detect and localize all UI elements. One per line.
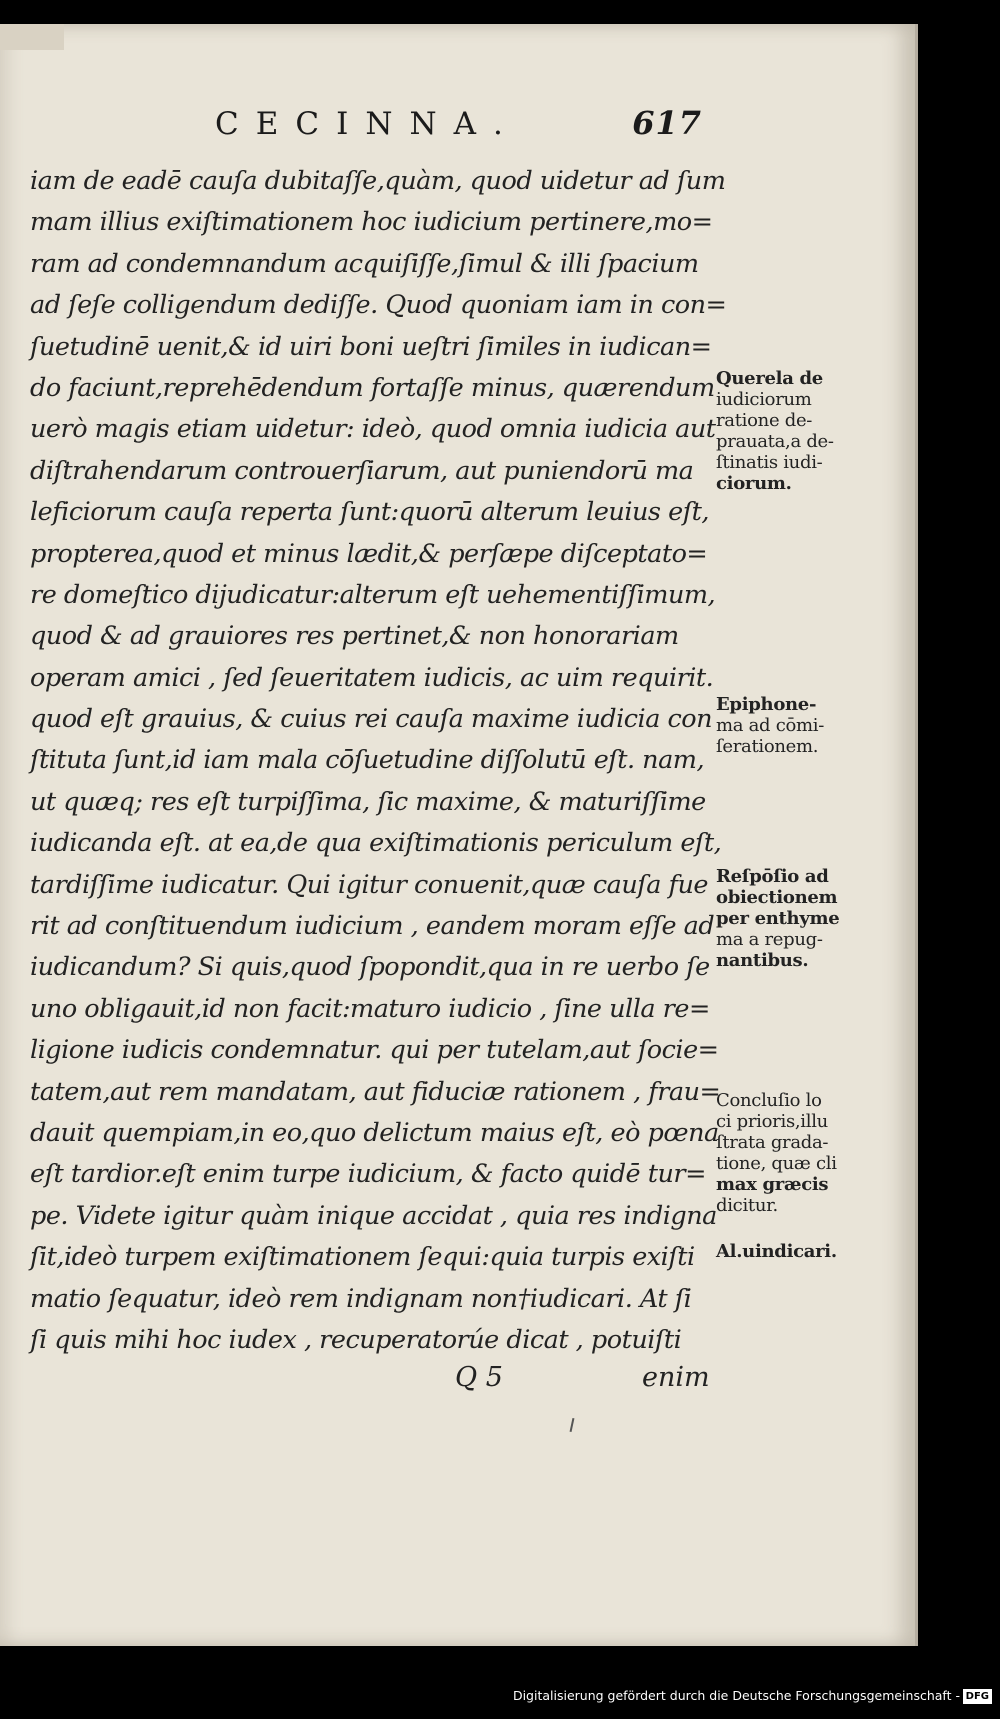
- footer-credit-text: Digitalisierung gefördert durch die Deutsche Forschungsgemeinschaft -: [512, 1688, 960, 1703]
- note-line: Epiphone-: [716, 694, 817, 715]
- book-page: [0, 24, 918, 1646]
- note-line: per enthyme: [716, 908, 840, 929]
- body-text: [30, 161, 727, 1361]
- running-title: CECINNA.: [215, 106, 520, 142]
- text-line: dauit quempiam,in eo,quo delictum maius eſt, eò pœna: [30, 1117, 719, 1148]
- text-line: tatem,aut rem mandatam, aut fiduciæ rationem , frau=: [30, 1076, 721, 1107]
- marginal-note-responsio: [716, 866, 876, 971]
- note-line: prauata,a de-: [716, 431, 834, 452]
- note-line: Reſpōſio ad: [716, 866, 829, 887]
- text-line: diſtrahendarum controuerſiarum, aut puniendorū ma: [30, 455, 694, 486]
- note-line: ratione de-: [716, 410, 813, 431]
- page-number: 617: [632, 104, 702, 142]
- dfg-logo: DFG: [963, 1689, 992, 1704]
- text-line: propterea,quod et minus lædit,& perſæpe diſceptato=: [30, 538, 708, 569]
- note-line: Al.uindicari.: [716, 1241, 837, 1262]
- note-line: max græcis: [716, 1174, 829, 1195]
- text-line: iudicandum? Si quis,quod ſpopondit,qua in re uerbo ſe: [30, 952, 710, 983]
- catchword: enim: [642, 1362, 710, 1393]
- marginal-note-epiphonema: [716, 694, 876, 757]
- text-line: re domeſtico dijudicatur:alterum eſt uehementiſſimum,: [30, 579, 716, 610]
- text-line: ſi quis mihi hoc iudex , recuperatorúe dicat , potuiſti: [30, 1324, 682, 1355]
- text-line: ſuetudinē uenit,& id uiri boni ueſtri ſimiles in iudican=: [30, 331, 712, 362]
- note-line: ma a repug-: [716, 929, 823, 950]
- text-line: ut quæq; res eſt turpiſſima, ſic maxime, & maturiſſime: [30, 786, 706, 817]
- text-line: rit ad conſtituendum iudicium , eandem moram eſſe ad: [30, 911, 715, 942]
- signature-mark: Q 5: [455, 1362, 503, 1393]
- note-line: obiectionem: [716, 887, 838, 908]
- ink-mark: [570, 1418, 575, 1432]
- text-line: operam amici , ſed ſeueritatem iudicis, ac uim requirit.: [30, 662, 714, 693]
- page-top-edge: [0, 24, 64, 50]
- text-line: pe. Videte igitur quàm inique accidat , quia res indigna: [30, 1200, 717, 1231]
- note-line: iudiciorum: [716, 389, 812, 410]
- note-line: dicitur.: [716, 1195, 778, 1216]
- marginal-note-variant: [716, 1241, 876, 1262]
- note-line: ſerationem.: [716, 736, 819, 757]
- catch-line: [30, 1362, 710, 1406]
- note-line: ciorum.: [716, 473, 792, 494]
- text-line: do faciunt,reprehēdendum fortaſſe minus, quærendum: [30, 372, 715, 403]
- text-line: ſit,ideò turpem exiſtimationem ſequi:quia turpis exiſti: [30, 1242, 695, 1273]
- text-line: uno obligauit,id non facit:maturo iudicio , ſine ulla re=: [30, 993, 710, 1024]
- text-line: mam illius exiſtimationem hoc iudicium pertinere,mo=: [30, 207, 713, 238]
- text-line: uerò magis etiam uidetur: ideò, quod omnia iudicia aut: [30, 414, 716, 445]
- note-line: ci prioris,illu: [716, 1111, 828, 1132]
- text-line: ſtituta ſunt,id iam mala cōſuetudine diſſolutū eſt. nam,: [30, 745, 705, 776]
- note-line: Concluſio lo: [716, 1090, 822, 1111]
- text-line: quod & ad grauiores res pertinet,& non honorariam: [30, 621, 679, 652]
- text-line: quod eſt grauius, & cuius rei cauſa maxime iudicia con: [30, 704, 713, 735]
- note-line: nantibus.: [716, 950, 809, 971]
- note-line: ma ad cōmi-: [716, 715, 825, 736]
- marginal-note-querela: [716, 368, 876, 494]
- note-line: Querela de: [716, 368, 823, 389]
- text-line: ligione iudicis condemnatur. qui per tutelam,aut ſocie=: [30, 1035, 719, 1066]
- text-line: eſt tardior.eſt enim turpe iudicium, & facto quidē tur=: [30, 1159, 706, 1190]
- text-line: iam de eadē cauſa dubitaſſe,quàm, quod uidetur ad ſum: [30, 166, 726, 196]
- page-header: [30, 94, 720, 154]
- marginal-note-conclusio: [716, 1090, 876, 1216]
- text-line: leficiorum cauſa reperta ſunt:quorū alterum leuius eſt,: [30, 497, 709, 528]
- text-line: tardiſſime iudicatur. Qui igitur conuenit,quæ cauſa fue: [30, 869, 708, 900]
- note-line: ſtinatis iudi-: [716, 452, 823, 473]
- text-line: ram ad condemnandum acquiſiſſe,ſimul & illi ſpacium: [30, 248, 699, 279]
- text-line: ad ſeſe colligendum dediſſe. Quod quoniam iam in con=: [30, 290, 727, 321]
- note-line: tione, quæ cli: [716, 1153, 837, 1174]
- text-line: matio ſequatur, ideò rem indignam non†iudicari. At ſi: [30, 1283, 692, 1314]
- note-line: ſtrata grada-: [716, 1132, 829, 1153]
- footer-credit: [0, 1688, 1000, 1710]
- text-line: iudicanda eſt. at ea,de qua exiſtimationis periculum eſt,: [30, 828, 722, 859]
